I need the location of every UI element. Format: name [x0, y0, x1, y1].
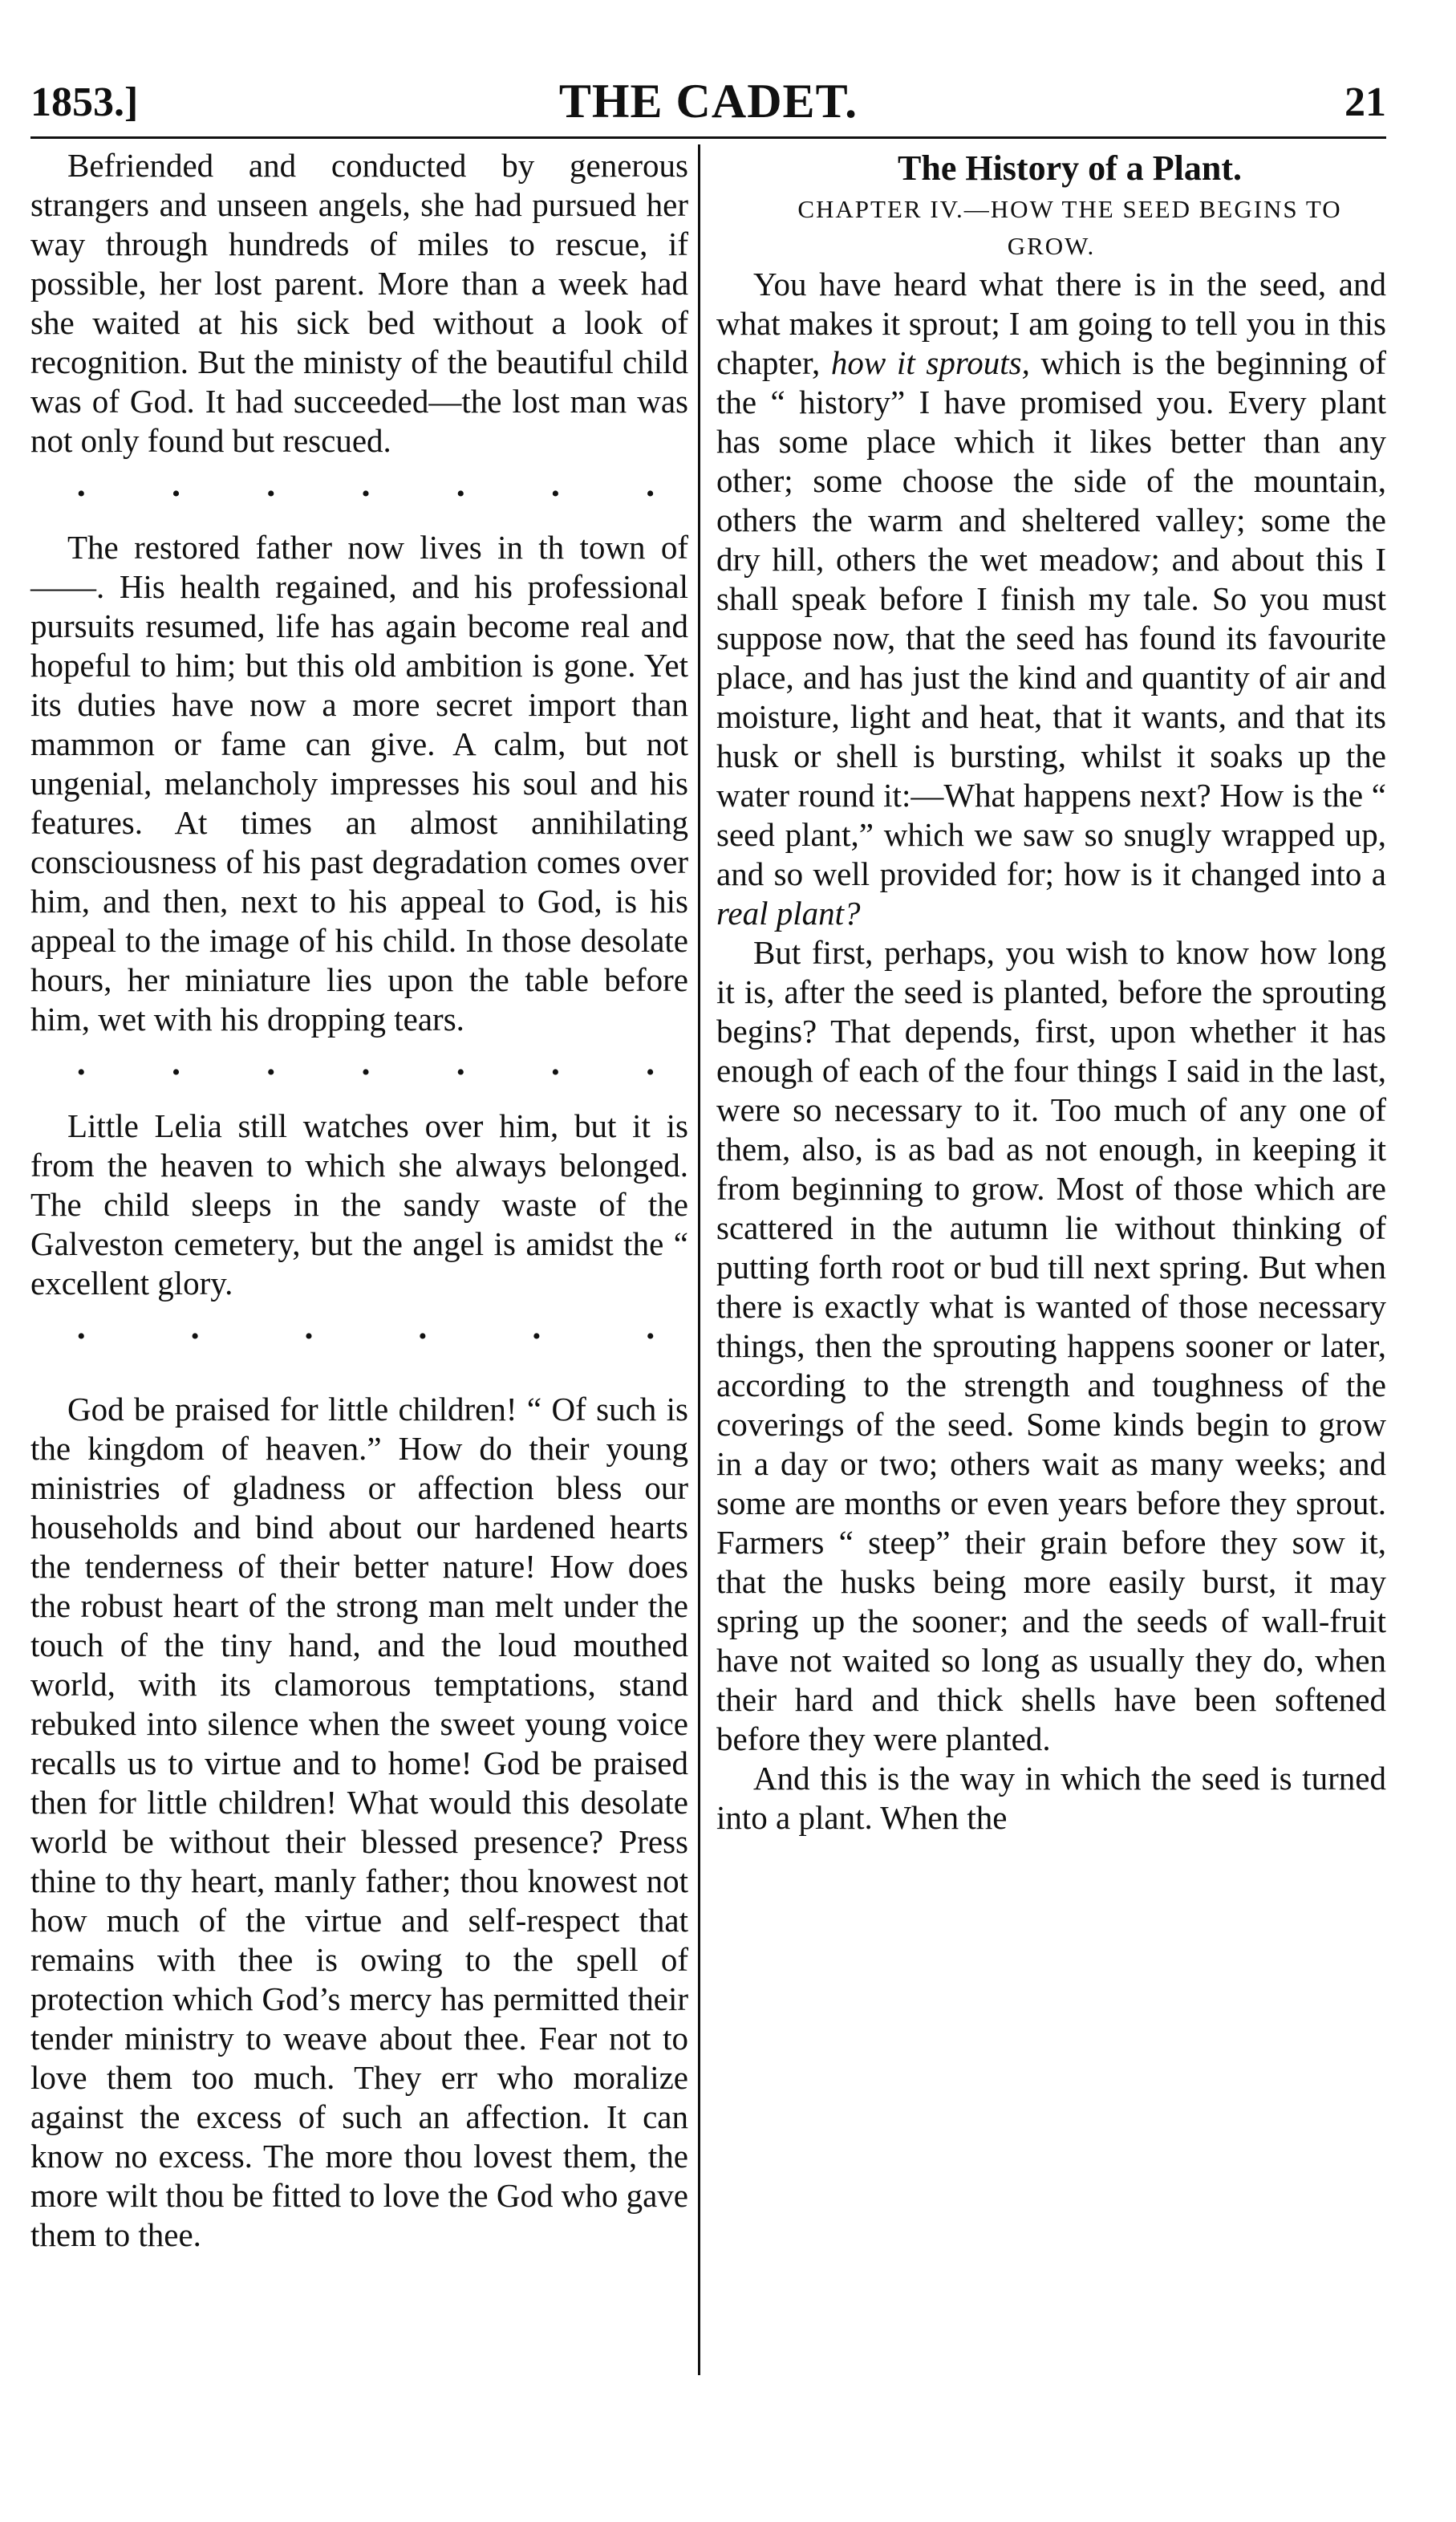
separator-dot: • — [456, 481, 465, 507]
paragraph-little-lelia: Little Lelia still watches over him, but it is from the heaven to which she always belonged. The child sleeps in the sandy waste of the Galveston cemetery, but the angel is amidst the “ excellent glory. — [30, 1107, 688, 1302]
separator-dot: • — [77, 481, 86, 507]
paragraph-rescue: Befriended and conducted by generous strangers and unseen angels, she had pursued her way through hundreds of miles to rescue, if possible, her lost parent. More than a week had she waited at his sick bed without a look of recognition. But the ministy of the beautiful child was of God. It had succeeded—the lost man was not only found but rescued. — [30, 147, 688, 459]
left-column — [30, 146, 688, 2255]
column-divider — [698, 144, 700, 2375]
ornament-separator-1 — [30, 461, 688, 528]
paragraph-restored-father: The restored father now lives in th town of ——. His health regained, and his professional pursuits resumed, life has again become real and hopeful to him; but this old ambition is gone. Yet its duties have now a more secret import than mammon or fame can give. A calm, but not ungenial, melancholy impresses his soul and his features. At times an almost annihilating consciousness of his past degradation comes over him, and then, next to his appeal to God, is his appeal to the image of his child. In those desolate hours, her miniature lies upon the table before him, wet with his dropping tears. — [30, 529, 688, 1038]
separator-dot: • — [646, 1323, 655, 1350]
separator-dot: • — [456, 1059, 465, 1086]
spacer — [30, 1371, 688, 1390]
page-number: 21 — [1344, 79, 1386, 125]
separator-dot: • — [190, 1323, 200, 1350]
separator-dot: • — [418, 1323, 428, 1350]
separator-dot: • — [532, 1323, 541, 1350]
separator-dot: • — [551, 1059, 560, 1086]
separator-dot: • — [266, 481, 275, 507]
paragraph-how-it-sprouts — [716, 265, 1386, 933]
paragraph-little-children: God be praised for little children! “ Of such is the kingdom of heaven.” How do their young ministries of gladness or affection bless our households and bind about our hardened hearts the tenderness of their better nature! How does the robust heart of the strong man melt under the touch of the tiny hand, and the loud mouthed world, with its clamorous temptations, stand rebuked into silence when the sweet young voice recalls us to virtue and to home! God be praised then for little children! What would this desolate world be without their blessed presence? Press thine to thy heart, manly father; thou knowest not how much of the virtue and self-respect that remains with thee is owing to the spell of protection which God’s mercy has permitted their tender ministry to weave about thee. Fear not to love them too much. They err who moralize against the excess of such an affection. It can know no excess. The more thou lovest them, the more wilt thou be fitted to love the God who gave them to thee. — [30, 1391, 688, 2253]
separator-dot: • — [646, 1059, 655, 1086]
header-year: 1853.] — [30, 79, 139, 125]
separator-dot: • — [172, 481, 180, 507]
paragraph-how-long: But first, perhaps, you wish to know how long it is, after the seed is planted, before the sprouting begins? That depends, first, upon whether it has enough of each of the four things I said in the last, were so necessary to it. Too much of any one of them, also, is as bad as not enough, in keeping it from beginning to grow. Most of those which are scattered in the autumn lie without thinking of putting forth root or bud till next spring. But when there is exactly what is wanted of those necessary things, then the sprouting happens sooner or later, according to the strength and toughness of the coverings of the seed. Some kinds begin to grow in a day or two; others wait as many weeks; and some are months or even years before they sprout. Farmers “ steep” their grain before they sow it, that the husks being more easily burst, it may spring up the sooner; and the seeds of wall-fruit have not waited so long as usually they do, when their hard and thick shells have been softened before they were planted. — [716, 934, 1386, 1757]
chapter-heading: CHAPTER IV.—HOW THE SEED BEGINS TO GROW. — [797, 195, 1342, 260]
separator-dot: • — [266, 1059, 275, 1086]
article-title: The History of a Plant. — [898, 148, 1242, 188]
periodical-title: THE CADET. — [558, 75, 858, 128]
separator-dot: • — [172, 1059, 180, 1086]
separator-dot: • — [551, 481, 560, 507]
running-header — [30, 74, 1386, 136]
italic-phrase: how it sprouts, — [830, 344, 1030, 381]
separator-dot: • — [361, 481, 371, 507]
paragraph-text: You have heard what there is in the seed, and what makes it sprout; I am going to tell you in this chapter, — [716, 266, 1386, 381]
separator-dot: • — [77, 1059, 86, 1086]
separator-dot: • — [646, 481, 655, 507]
ornament-separator-3 — [30, 1303, 688, 1371]
separator-dot: • — [361, 1059, 371, 1086]
italic-phrase: real plant? — [716, 895, 861, 932]
separator-dot: • — [304, 1323, 314, 1350]
paragraph-text: which is the beginning of the “ history” I have promised you. Every plant has some place which it likes better than any other; some choose the side of the mountain, others the warm and sheltered valley; some the dry hill, others the wet meadow; and about this I shall speak before I finish my tale. So you must suppose now, that the seed has found its favourite place, and has just the kind and quantity of air and moisture, light and heat, that it wants, and that its husk or shell is bursting, whilst it soaks up the water round it:—What happens next? How is the “ seed plant,” which we saw so snugly wrapped up, and so well provided for; how is it changed into a — [716, 344, 1386, 892]
paragraph-seed-turned: And this is the way in which the seed is turned into a plant. When the — [716, 1760, 1386, 1836]
separator-dot: • — [77, 1323, 86, 1350]
right-column — [716, 146, 1386, 1838]
ornament-separator-2 — [30, 1039, 688, 1107]
header-rule — [30, 136, 1386, 139]
